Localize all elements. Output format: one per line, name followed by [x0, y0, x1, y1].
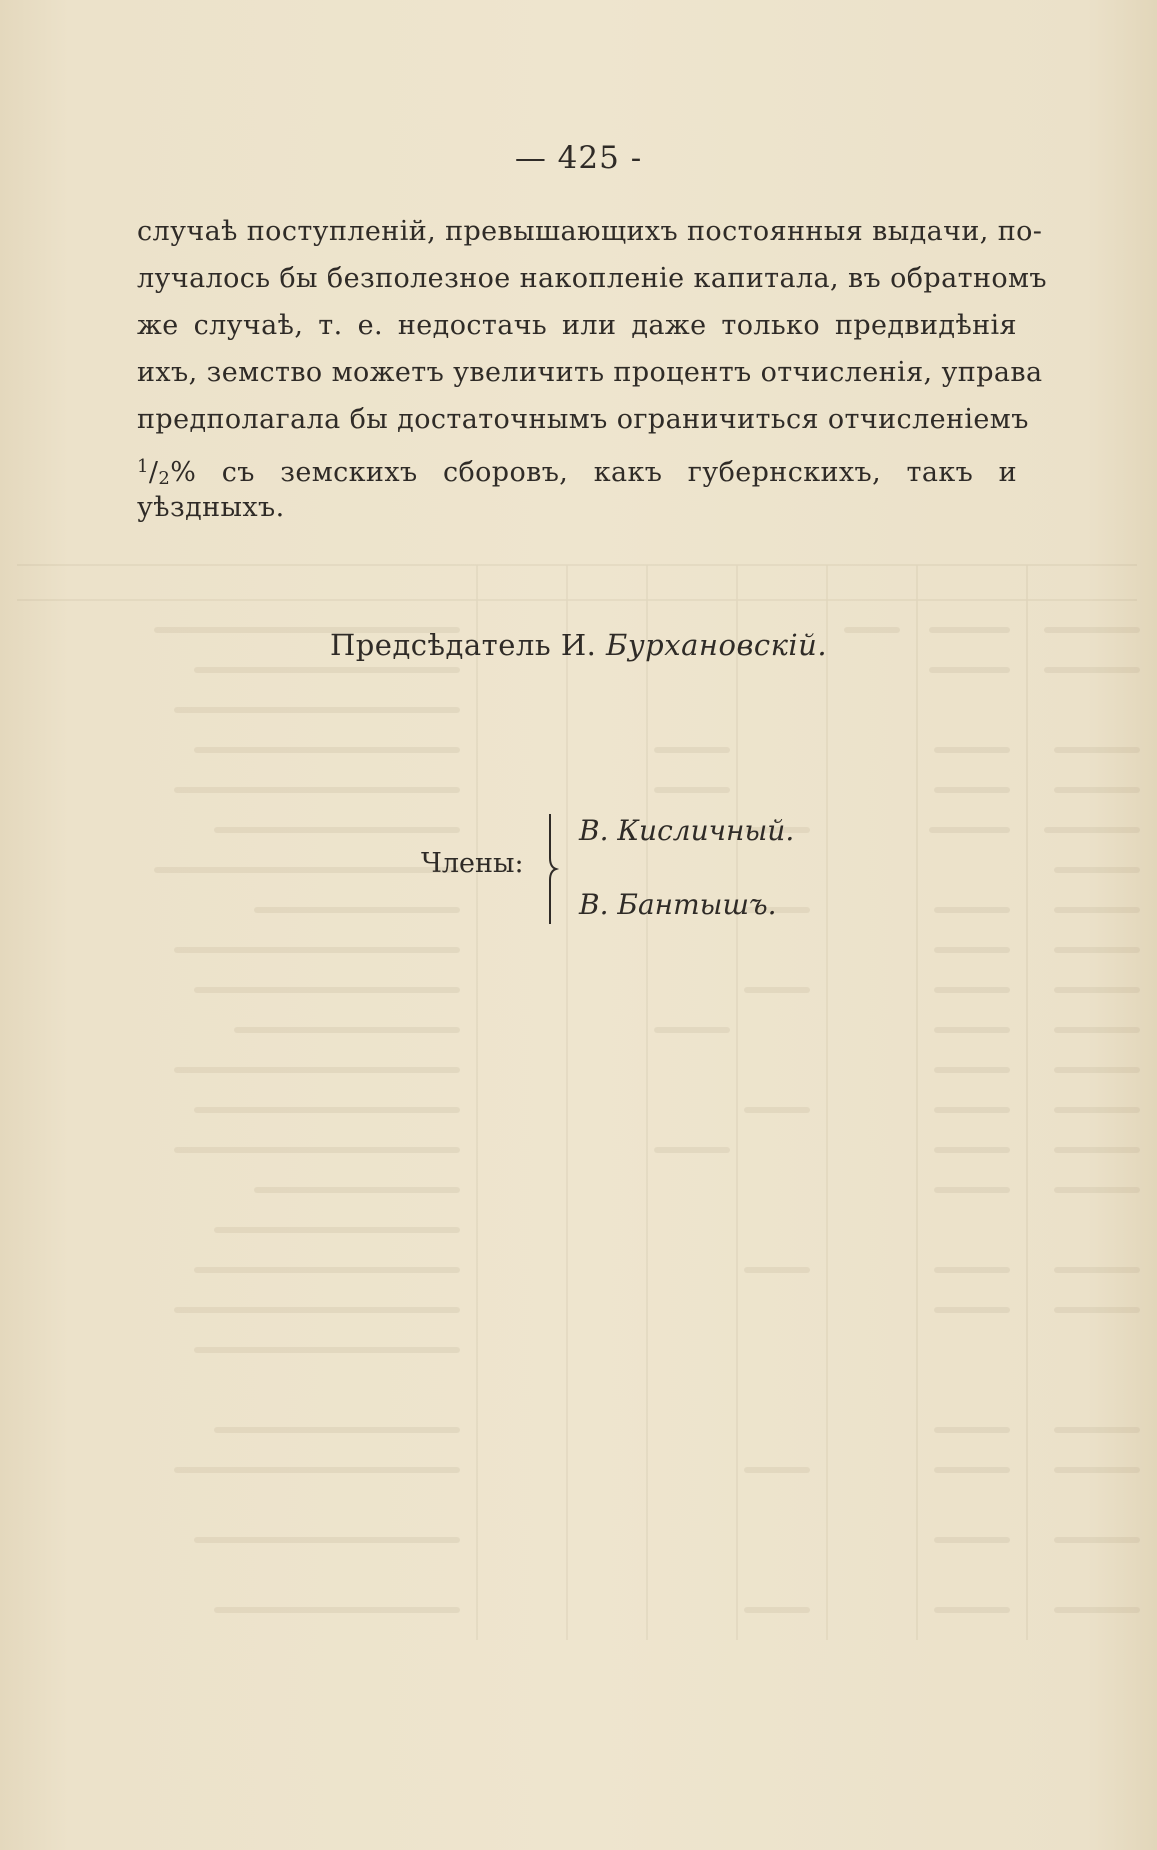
chairman-name: Бурхановскій.	[606, 628, 828, 662]
percent-fraction: $^1/_2\%$	[137, 456, 197, 489]
body-line-7: уѣздныхъ.	[137, 492, 285, 523]
chairman-title: Предсѣдатель И.	[329, 628, 597, 662]
member-name-2: В. Бантышъ.	[579, 888, 777, 921]
members-label: Члены:	[421, 848, 524, 879]
percent-sign: %	[170, 457, 197, 488]
body-line-2: лучалось бы безполезное накопленіе капитала, въ обратномъ	[137, 263, 1047, 294]
body-line-6-text: съ земскихъ сборовъ, какъ губернскихъ, такъ и	[196, 457, 1017, 488]
body-line-4: ихъ, земство можетъ увеличить процентъ отчисленія, управа	[137, 357, 1043, 388]
members-brace	[546, 812, 560, 926]
fraction-denominator: 2	[158, 468, 171, 489]
body-line-3: же случаѣ, т. е. недостачь или даже только предвидѣнія	[137, 310, 1017, 341]
chairman-signature	[0, 628, 1157, 662]
body-line-5: предполагала бы достаточнымъ ограничиться отчисленіемъ	[137, 404, 1029, 435]
page-number: — 425 -	[514, 140, 643, 176]
body-line-1: случаѣ поступленій, превышающихъ постоянныя выдачи, по-	[137, 216, 1043, 247]
member-name-1: В. Кисличный.	[579, 814, 795, 847]
fraction-numerator: 1	[137, 456, 149, 477]
